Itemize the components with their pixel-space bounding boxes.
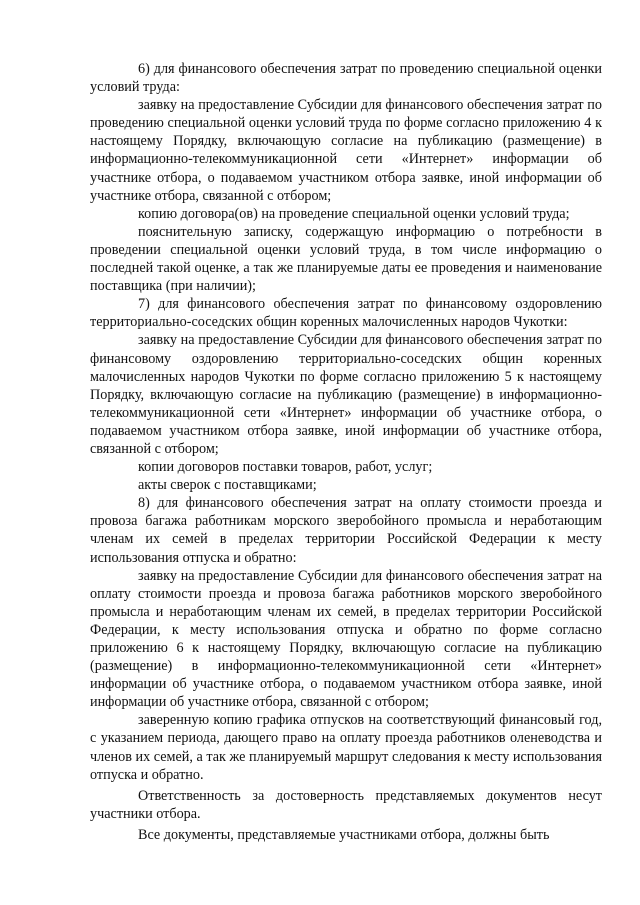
item-7-application-paragraph: заявку на предоставление Субсидии для финансового обеспечения затрат по финансовому оздоровлению территориально-соседских общин коренных малочисленных народов Чукотки по форме согласно приложению 5 к настоящему Порядку, включающую согласие на публикацию (размещение) в информационно-телекоммуникационной сети «Интернет» информации об участнике отбора, о подаваемом участником отбора заявке, иной информации об участнике отбора, связанной с отбором;: [90, 332, 602, 457]
item-8-application-paragraph: заявку на предоставление Субсидии для финансового обеспечения затрат на оплату стоимости проезда и провоза багажа работников морского зверобойного промысла и неработающим членам их семей, в пределах территории Российской Федерации, к месту использования отпуска и обратно по форме согласно приложению 6 к настоящему Порядку, включающую согласие на публикацию (размещение) в информационно-телекоммуникационной сети «Интернет» информации об участнике отбора, о подаваемом участником отбора заявке, иной информации об участнике отбора, связанной с отбором;: [90, 567, 602, 711]
item-7-reconciliation-acts-paragraph: акты сверок с поставщиками;: [138, 477, 317, 494]
item-6-contract-copy-paragraph: копию договора(ов) на проведение специальной оценки условий труда;: [138, 205, 570, 222]
item-7-heading: 7) для финансового обеспечения затрат по финансовому оздоровлению территориально-соседских общин коренных малочисленных народов Чукотки:: [90, 296, 602, 331]
item-8-heading: 8) для финансового обеспечения затрат на оплату стоимости проезда и провоза багажа работникам морского зверобойного промысла и неработающим членам их семей в пределах территории Российской Федерации к месту использования отпуска и обратно:: [90, 495, 602, 566]
item-6-heading: 6) для финансового обеспечения затрат по проведению специальной оценки условий труда:: [90, 61, 602, 96]
item-7-supply-contracts-paragraph: копии договоров поставки товаров, работ, услуг;: [138, 459, 433, 476]
responsibility-paragraph: Ответственность за достоверность представляемых документов несут участники отбора.: [90, 787, 602, 822]
item-6-explanatory-note-paragraph: пояснительную записку, содержащую информацию о потребности в проведении специальной оценки условий труда, в том числе информацию о последней такой оценке, а так же планируемые даты ее проведения и наименование поставщика (при наличии);: [90, 223, 602, 295]
item-6-application-paragraph: заявку на предоставление Субсидии для финансового обеспечения затрат по проведению специальной оценки условий труда по форме согласно приложению 4 к настоящему Порядку, включающую согласие на публикацию (размещение) в информационно-телекоммуникационной сети «Интернет» информации об участнике отбора, о подаваемом участником отбора заявке, иной информации об участнике отбора, связанной с отбором;: [90, 97, 602, 204]
item-8-vacation-schedule-paragraph: заверенную копию графика отпусков на соответствующий финансовый год, с указанием периода, дающего право на оплату проезда работников оленеводства и членов их семей, а так же планируемый маршрут следования к месту использования отпуска и обратно.: [90, 712, 602, 783]
document-body: [90, 60, 602, 844]
documents-requirements-paragraph: Все документы, представляемые участниками отбора, должны быть: [138, 826, 550, 843]
